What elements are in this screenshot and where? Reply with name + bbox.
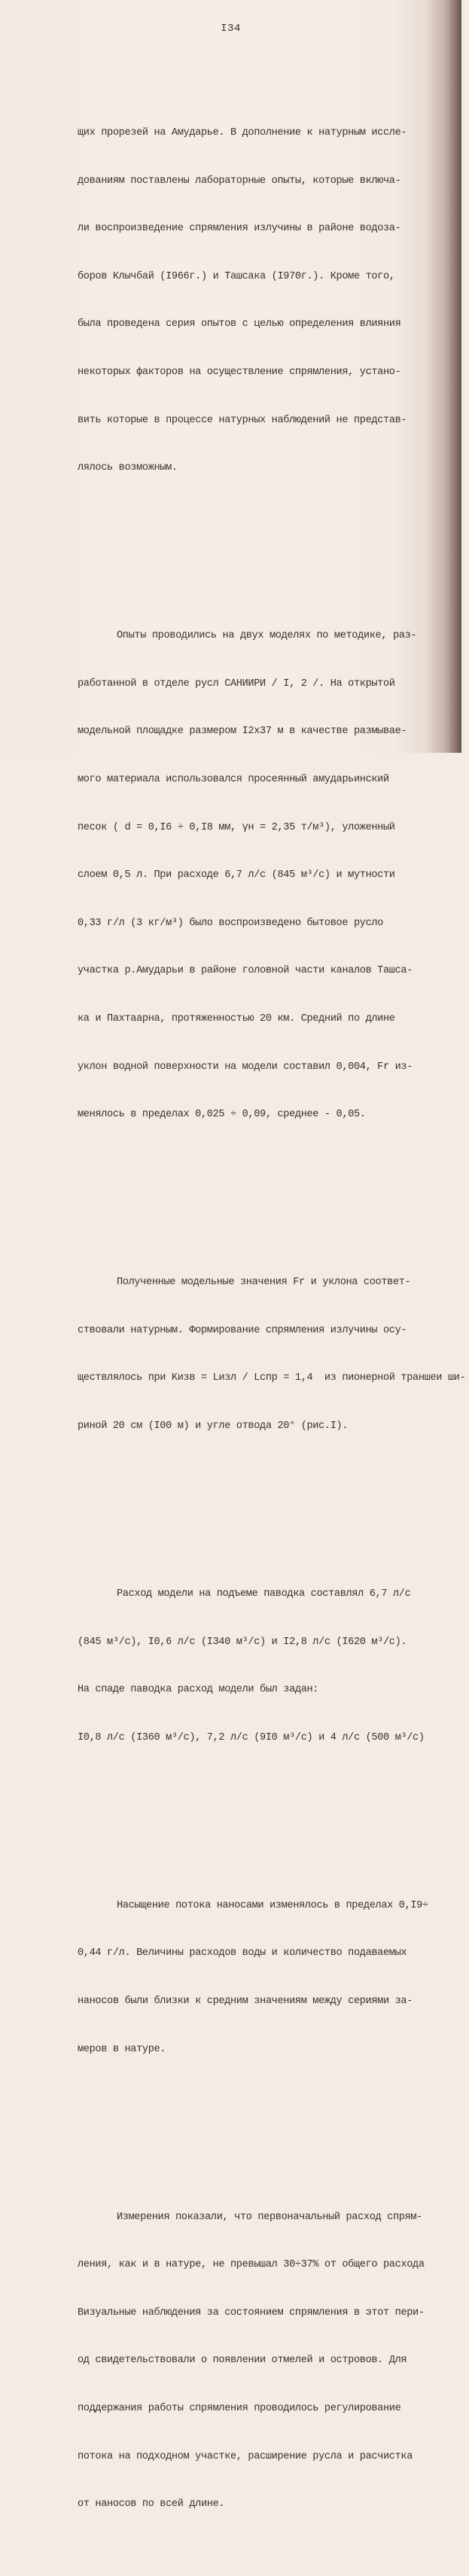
paragraph — [78, 1554, 469, 1778]
text-line: участка р.Амударьи в районе головной части каналов Ташса- — [78, 965, 413, 977]
text-line: Визуальные наблюдения за состоянием спрямления в этот пери- — [78, 2307, 425, 2319]
text-line-formula: ществлялось при Kизв = Lизл / Lспр = 1,4 из пионерной траншеи ши- — [78, 1372, 466, 1384]
text-line: риной 20 см (I00 м) и угле отвода 20° (рис.I). — [78, 1420, 349, 1432]
text-line: некоторых факторов на осуществление спрямления, устано- — [78, 366, 401, 378]
text-line: песок ( d = 0,I6 ÷ 0,I8 мм, γн = 2,35 т/м³), уложенный — [78, 821, 395, 833]
text-line: была проведена серия опытов с целью определения влияния — [78, 318, 401, 330]
text-line: На спаде паводка расход модели был задан: — [78, 1684, 319, 1696]
paragraph — [78, 596, 469, 1155]
text-line: 0,33 г/л (3 кг/м³) было воспроизведено бытовое русло — [78, 917, 383, 929]
text-line: Насыщение потока наносами изменялось в пределах 0,I9÷ — [117, 1899, 428, 1911]
page-number: I34 — [221, 23, 241, 35]
text-line: Опыты проводились на двух моделях по методике, раз- — [117, 630, 417, 642]
text-line: ствовали натурным. Формирование спрямления излучины осу- — [78, 1324, 407, 1336]
text-line: менялось в пределах 0,025 ÷ 0,09, среднее - 0,05. — [78, 1109, 366, 1121]
text-line: 0,44 г/л. Величины расходов воды и количество подаваемых — [78, 1947, 407, 1959]
text-line: дованиям поставлены лабораторные опыты, которые включа- — [78, 175, 401, 187]
text-line: уклон водной поверхности на модели составил 0,004, Fr из- — [78, 1061, 413, 1073]
text-line: I0,8 л/с (I360 м³/с), 7,2 л/с (9I0 м³/с) и 4 л/с (500 м³/с) — [78, 1731, 425, 1743]
text-line: поддержания работы спрямления проводилось регулирование — [78, 2402, 401, 2414]
paragraph — [78, 1865, 469, 2089]
text-line: (845 м³/с), I0,6 л/с (I340 м³/с) и I2,8 л/с (I620 м³/с). — [78, 1636, 407, 1648]
text-line: меров в натуре. — [78, 2043, 166, 2055]
text-line: потока на подходном участке, расширение русла и расчистка — [78, 2450, 413, 2462]
document-body — [78, 45, 469, 2576]
paragraph — [78, 93, 469, 508]
text-line: ка и Пахтаарна, протяженностью 20 км. Средний по длине — [78, 1012, 395, 1025]
text-line: работанной в отделе русл САНИИРИ / I, 2 /. На открытой — [78, 677, 395, 690]
text-line: од свидетельствовали о появлении отмелей и островов. Для — [78, 2355, 407, 2367]
text-line: лялось возможным. — [78, 462, 178, 474]
text-line: Расход модели на подъеме паводка составлял 6,7 л/с — [117, 1588, 411, 1600]
text-line: боров Клычбай (I966г.) и Ташсака (I970г.). Кроме того, — [78, 270, 395, 282]
text-line: вить которые в процессе натурных наблюдений не представ- — [78, 414, 407, 426]
text-line: от наносов по всей длине. — [78, 2498, 225, 2511]
text-line: щих прорезей на Амударье. В дополнение к натурным иссле- — [78, 127, 407, 139]
text-line: модельной площадке размером I2x37 м в качестве размывае- — [78, 726, 407, 738]
text-line: наносов были близки к средним значениям между сериями за- — [78, 1995, 413, 2007]
text-line: Полученные модельные значения Fr и уклона соответ- — [117, 1277, 411, 1289]
text-line: мого материала использовался просеянный амударьинский — [78, 773, 389, 785]
text-line: ли воспроизведение спрямления излучины в районе водоза- — [78, 223, 401, 235]
paragraph — [78, 1243, 469, 1466]
paragraph — [78, 2177, 469, 2544]
text-line: Измерения показали, что первоначальный расход спрям- — [117, 2211, 422, 2223]
text-line: ления, как и в натуре, не превышал 30÷37% от общего расхода — [78, 2259, 425, 2271]
text-line: слоем 0,5 л. При расходе 6,7 л/с (845 м³/с) и мутности — [78, 869, 395, 882]
